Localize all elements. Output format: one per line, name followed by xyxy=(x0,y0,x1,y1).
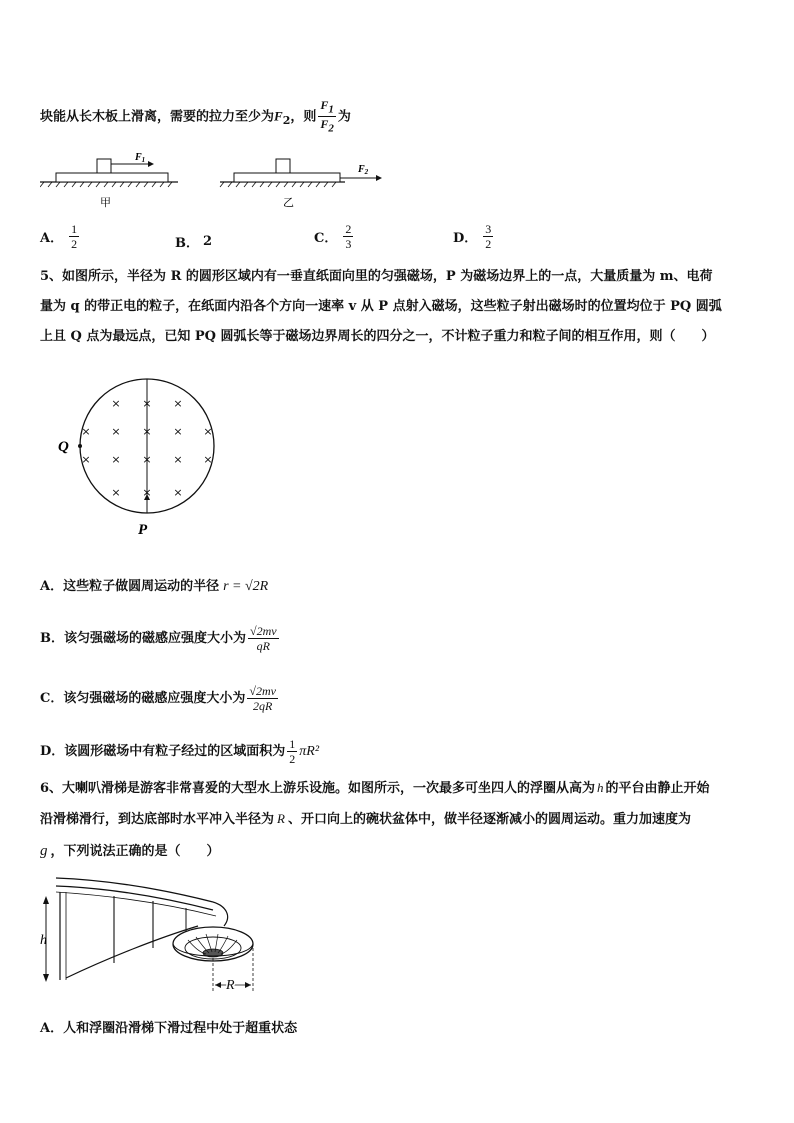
q4-ratio xyxy=(318,98,336,136)
q4-ratio-den-sub: 2 xyxy=(328,122,334,135)
q4-option-d-letter: D． xyxy=(453,231,478,246)
q4-option-a-frac: $\frac{1}{2}$ xyxy=(71,222,78,251)
q4-option-b-text: 2 xyxy=(203,234,213,249)
q4-option-d[interactable] xyxy=(453,222,495,251)
q5-option-d-frac: $\frac{1}{2}$ xyxy=(289,737,296,766)
svg-text:×: × xyxy=(142,425,152,438)
q5-point-q: Q xyxy=(58,439,69,455)
svg-text:×: × xyxy=(142,397,152,410)
q4-option-d-frac: $\frac{3}{2}$ xyxy=(485,222,492,251)
q4-option-c-letter: C． xyxy=(314,231,338,246)
q5-line-2: 量为 q 的带正电的粒子，在纸面内沿各个方向一速率 v 从 P 点射入磁场，这些粒子射出磁场时的位置均位于 PQ 圆弧 xyxy=(40,299,722,314)
q4-left-force: $F_1$ xyxy=(135,152,146,164)
q6-line-1-var: h xyxy=(597,780,604,795)
svg-text:×: × xyxy=(111,425,121,438)
q5-option-b[interactable] xyxy=(40,622,281,656)
q6-figure xyxy=(38,868,278,998)
q5-option-d-tail: πR² xyxy=(299,744,320,759)
q5-option-d[interactable] xyxy=(40,737,319,767)
q4-right-force: $F_2$ xyxy=(358,164,369,176)
svg-text:×: × xyxy=(81,453,91,466)
svg-text:×: × xyxy=(203,453,213,466)
q4-right-label: 乙 xyxy=(283,196,294,209)
q6-line-2-end: 、开口向上的碗状盆体中，做半径逐渐减小的圆周运动。重力加速度为 xyxy=(287,812,691,827)
q6-line-2-start: 沿滑梯滑行，到达底部时水平冲入半径为 xyxy=(40,812,275,827)
q5-point-p: P xyxy=(138,522,148,538)
q4-ratio-num-sub: 1 xyxy=(328,103,334,116)
q4-intro-var: F xyxy=(274,108,283,124)
svg-text:×: × xyxy=(142,486,152,499)
q6-line-3-var: g xyxy=(40,843,48,859)
q6-radius-label: R xyxy=(226,978,235,993)
q5-option-a[interactable] xyxy=(40,578,268,596)
q4-figure xyxy=(40,150,400,212)
svg-text:×: × xyxy=(173,453,183,466)
q4-option-b-letter: B． xyxy=(175,236,199,251)
q6-line-1 xyxy=(40,779,710,798)
q4-option-c[interactable] xyxy=(314,222,355,251)
q4-ratio-num: F xyxy=(320,98,329,112)
q4-option-b[interactable] xyxy=(175,232,212,251)
q4-option-c-frac: $\frac{2}{3}$ xyxy=(345,222,352,251)
q4-intro-sub: 2 xyxy=(282,113,291,127)
q6-line-3 xyxy=(40,842,220,861)
svg-text:×: × xyxy=(111,453,121,466)
q5-option-c-frac: $\frac{√2mv}{2qR}$ xyxy=(249,684,276,713)
svg-text:×: × xyxy=(142,453,152,466)
svg-text:×: × xyxy=(173,486,183,499)
q5-option-b-frac: $\frac{√2mv}{qR}$ xyxy=(250,624,277,653)
q5-figure xyxy=(50,372,230,542)
q4-left-label: 甲 xyxy=(100,196,111,209)
q5-line-1: 5、如图所示，半径为 R 的圆形区域内有一垂直纸面向里的匀强磁场，P 为磁场边界上的一点，大量质量为 m、电荷 xyxy=(40,269,713,284)
svg-text:×: × xyxy=(111,486,121,499)
q5-option-a-math: r = √2R xyxy=(223,579,269,594)
q6-option-a[interactable]: A．人和浮圈沿滑梯下滑过程中处于超重状态 xyxy=(40,1021,298,1036)
q6-line-1-end: 的平台由静止开始 xyxy=(605,781,710,796)
q4-intro-line xyxy=(40,98,351,136)
q5-option-b-text: B．该匀强磁场的磁感应强度大小为 xyxy=(40,631,246,646)
q6-line-3-end: ，下列说法正确的是（ ） xyxy=(50,844,220,859)
q4-option-a[interactable] xyxy=(40,222,81,251)
q5-option-d-text: D．该圆形磁场中有粒子经过的区域面积为 xyxy=(40,744,286,759)
q6-line-2 xyxy=(40,810,691,829)
svg-text:×: × xyxy=(173,425,183,438)
q4-intro-text: 块能从长木板上滑离，需要的拉力至少为 xyxy=(40,109,275,125)
q4-intro-mid: ，则 xyxy=(290,109,317,125)
q5-option-c[interactable] xyxy=(40,682,280,716)
q4-intro-end: 为 xyxy=(337,109,351,125)
svg-text:×: × xyxy=(111,397,121,410)
svg-text:×: × xyxy=(81,425,91,438)
q6-line-1-text: 6、大喇叭滑梯是游客非常喜爱的大型水上游乐设施。如图所示，一次最多可坐四人的浮圈从高为 xyxy=(40,781,596,796)
q6-line-2-var: R xyxy=(277,811,285,826)
svg-text:×: × xyxy=(203,425,213,438)
q4-option-a-letter: A． xyxy=(40,231,64,246)
q5-option-a-text: A．这些粒子做圆周运动的半径 xyxy=(40,579,220,594)
svg-text:×: × xyxy=(173,397,183,410)
q6-height-label: h xyxy=(40,933,47,948)
q5-line-3: 上且 Q 点为最远点，已知 PQ 圆弧长等于磁场边界周长的四分之一，不计粒子重力和粒子间的相互作用，则（ ） xyxy=(40,329,715,344)
q4-ratio-den: F xyxy=(320,117,329,132)
q5-option-c-text: C．该匀强磁场的磁感应强度大小为 xyxy=(40,691,246,706)
